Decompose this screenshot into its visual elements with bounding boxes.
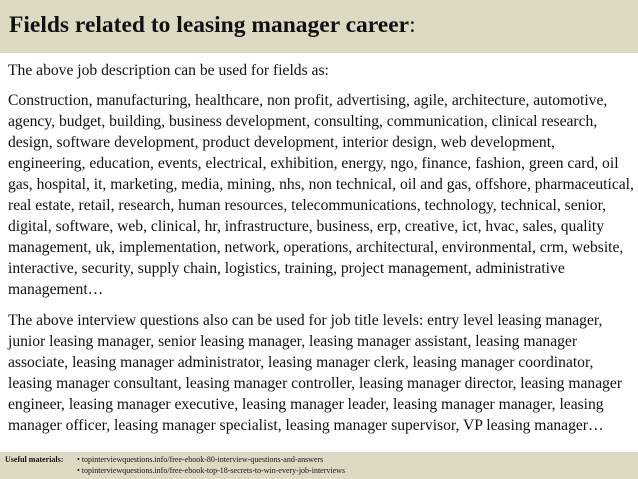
footer-label: Useful materials: xyxy=(5,455,64,464)
page-title-colon: : xyxy=(409,12,416,38)
title-bar xyxy=(0,0,638,53)
job-levels-paragraph: The above interview questions also can be used for job title levels: entry level leasing manager, junior leasing manager, senior leasing manager, leasing manager assistant, leasing manager associate, leasing manager administrator, leasing manager clerk, leasing manager coordinator, leasing manager consultant, leasing manager controller, leasing manager director, leasing manager engineer, leasing manager executive, leasing manager leader, leasing manager manager, leasing manager officer, leasing manager specialist, leasing manager supervisor, VP leasing manager… xyxy=(8,312,623,434)
content-body xyxy=(8,60,634,436)
fields-paragraph: Construction, manufacturing, healthcare, non profit, advertising, agile, architecture, automotive, agency, budget, building, business development, consulting, communication, clinical research, design, software development, product development, interior design, web development, engineering, education, events, electrical, exhibition, energy, ngo, finance, fashion, green card, oil gas, hospital, it, marketing, media, mining, nhs, non technical, oil and gas, offshore, pharmaceutical, real estate, retail, research, human resources, telecommunications, technology, technical, senior, digital, software, web, clinical, hr, infrastructure, business, erp, creative, ict, hvac, sales, quality management, uk, implementation, network, operations, architectural, environmental, crm, website, interactive, security, supply chain, logistics, training, project management, administrative management… xyxy=(8,92,634,298)
footer-link-ebook-18-secrets[interactable]: • topinterviewquestions.info/free-ebook-top-18-secrets-to-win-every-job-interviews xyxy=(77,465,346,475)
page-title-text: Fields related to leasing manager career xyxy=(9,12,410,38)
page-title xyxy=(9,10,638,40)
footer-link-ebook-80-questions[interactable]: • topinterviewquestions.info/free-ebook-80-interview-questions-and-answers xyxy=(77,455,324,464)
footer-links xyxy=(77,455,345,476)
footer-bar xyxy=(0,452,638,479)
intro-text: The above job description can be used for fields as: xyxy=(8,62,329,79)
